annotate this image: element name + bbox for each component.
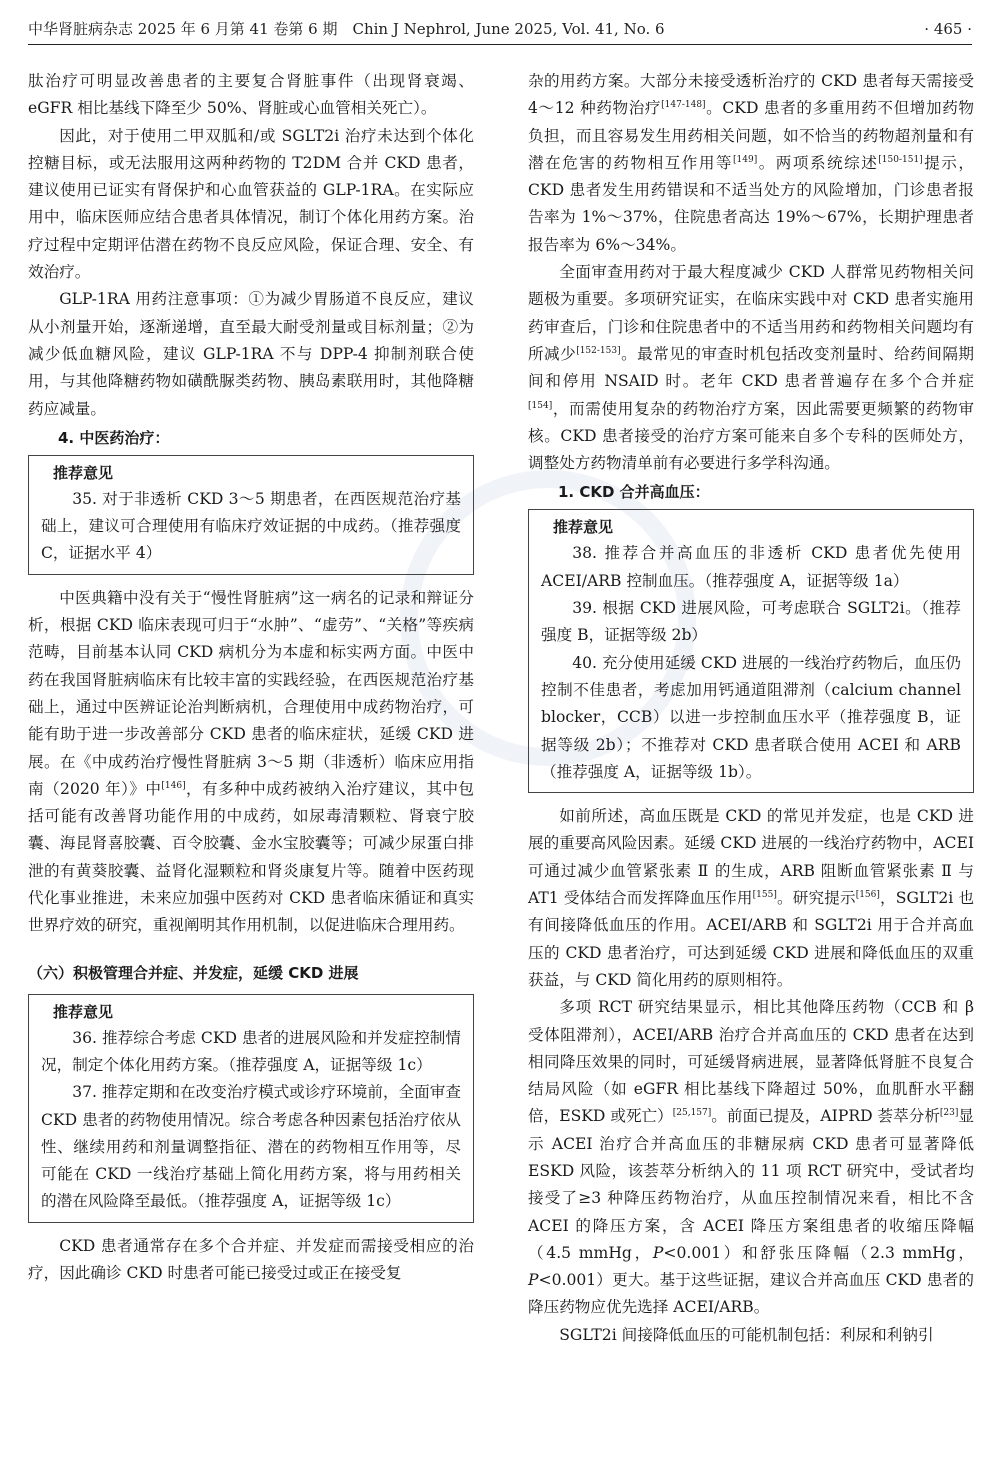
recommendation-38: 38. 推荐合并高血压的非透析 CKD 患者优先使用 ACEI/ARB 控制血压。（推荐强度 A，证据等级 1a） — [541, 544, 961, 590]
recommendation-box — [28, 994, 474, 1223]
citation: [147-148] — [661, 100, 706, 111]
paragraph: CKD 患者通常存在多个合并症、并发症而需接受相应的治疗，因此确诊 CKD 时患者可能已接受过或正在接受复 — [28, 1236, 474, 1282]
citation: [150-151] — [878, 154, 923, 165]
recommendation-39: 39. 根据 CKD 进展风险，可考虑联合 SGLT2i。（推荐强度 B，证据等级 2b） — [541, 599, 961, 645]
citation: [149] — [733, 154, 758, 165]
page-number: · 465 · — [924, 20, 972, 38]
citation: [156] — [855, 889, 880, 900]
recommendation-box-title: 推荐意见 — [53, 463, 114, 482]
paragraph: 中医典籍中没有关于“慢性肾脏病”这一病名的记录和辩证分析，根据 CKD 临床表现可归于“水肿”、“虚劳”、“关格”等疾病范畴，目前基本认同 CKD 病机分为本虚和标实两方面。中医中药在我国肾脏病临床有比较丰富的实践经验，在西医规范治疗基础上，通过中医辨证论治判断病机，合理使用中成药物治疗，可能有助于进一步改善部分 CKD 患者的临床症状，延缓 CKD 进展。在《中成药治疗慢性肾脏病 3～5 期（非透析）临床应用指南（2020 年）》中[146]，有多种中成药被纳入治疗建议，其中包括可能有改善肾功能作用的中成药，如尿毒清颗粒、肾衰宁胶囊、海昆肾喜胶囊、百令胶囊、金水宝胶囊等；可减少尿蛋白排泄的有黄葵胶囊、益肾化湿颗粒和肾炎康复片等。随着中医药现代化事业推进，未来应加强中医药对 CKD 患者临床循证和真实世界疗效的研究，重视阐明其作用机制，以促进临床合理用药。 — [28, 588, 474, 935]
recommendation-box-title: 推荐意见 — [53, 1002, 114, 1021]
left-column — [28, 68, 474, 1287]
right-column — [528, 68, 974, 1349]
recommendation-36: 36. 推荐综合考虑 CKD 患者的进展风险和并发症控制情况，制定个体化用药方案。（推荐强度 A，证据等级 1c） — [41, 1028, 461, 1074]
paragraph: 肽治疗可明显改善患者的主要复合肾脏事件（出现肾衰竭、eGFR 相比基线下降至少 50%、肾脏或心血管相关死亡）。 — [28, 72, 474, 118]
section-heading-comorbidity: （六）积极管理合并症、并发症，延缓 CKD 进展 — [28, 963, 359, 982]
running-header — [28, 14, 972, 45]
paragraph: 全面审查用药对于最大程度减少 CKD 人群常见药物相关问题极为重要。多项研究证实，在临床实践中对 CKD 患者实施用药审查后，门诊和住院患者中的不适当用药和药物相关问题均有所减少[152-153]。最常见的审查时机包括改变剂量时、给药间隔期间和停用 NSAID 时。老年 CKD 患者普遍存在多个合并症[154]，而需使用复杂的药物治疗方案，因此需要更频繁的药物审核。CKD 患者接受的治疗方案可能来自多个专科的医师处方，调整处方药物清单前有必要进行多学科沟通。 — [528, 263, 974, 473]
citation: [152-153] — [576, 345, 621, 356]
journal-citation: 中华肾脏病杂志 2025 年 6 月第 41 卷第 6 期 Chin J Nephrol, June 2025, Vol. 41, No. 6 — [28, 20, 665, 38]
citation: [146] — [161, 780, 186, 791]
paragraph: SGLT2i 间接降低血压的可能机制包括：利尿和利钠引 — [559, 1325, 934, 1344]
section-heading-hypertension: 1. CKD 合并高血压： — [558, 483, 710, 502]
section-heading-tcm: 4. 中医药治疗： — [58, 428, 170, 447]
recommendation-37: 37. 推荐定期和在改变治疗模式或诊疗环境前，全面审查 CKD 患者的药物使用情况。综合考虑各种因素包括治疗依从性、继续用药和剂量调整指征、潜在的药物相互作用等，尽可能在 CKD 一线治疗基础上简化用药方案，将与用药相关的潜在风险降至最低。（推荐强度 A，证据等级 1c） — [41, 1083, 461, 1211]
recommendation-box-title: 推荐意见 — [553, 518, 614, 537]
paragraph: GLP-1RA 用药注意事项：①为减少胃肠道不良反应，建议从小剂量开始，逐渐递增，直至最大耐受剂量或目标剂量；②为减少低血糖风险，建议 GLP-1RA 不与 DPP-4 抑制剂联合使用，与其他降糖药物如磺酰脲类药物、胰岛素联用时，其他降糖药应减量。 — [28, 290, 474, 418]
citation: [155] — [752, 889, 777, 900]
paragraph: 如前所述，高血压既是 CKD 的常见并发症，也是 CKD 进展的重要高风险因素。延缓 CKD 进展的一线治疗药物中，ACEI 可通过减少血管紧张素 Ⅱ 的生成，ARB 阻断血管紧张素 Ⅱ 与 AT1 受体结合而发挥降血压作用[155]。研究提示[156]，SGLT2i 也有间接降低血压的作用。ACEI/ARB 和 SGLT2i 用于合并高血压的 CKD 患者治疗，可达到延缓 CKD 进展和降低血压的双重获益，与 CKD 简化用药的原则相符。 — [528, 807, 974, 989]
paragraph: 多项 RCT 研究结果显示，相比其他降压药物（CCB 和 β 受体阻滞剂），ACEI/ARB 治疗合并高血压的 CKD 患者在达到相同降压效果的同时，可延缓肾病进展，显著降低肾脏不良复合结局风险（如 eGFR 相比基线下降超过 50%，血肌酐水平翻倍，ESKD 或死亡）[25,157]。前面已提及，AIPRD 荟萃分析[23]显示 ACEI 治疗合并高血压的非糖尿病 CKD 患者可显著降低 ESKD 风险，该荟萃分析纳入的 11 项 RCT 研究中，受试者均接受了≥3 种降压药物治疗，从血压控制情况来看，相比不含 ACEI 的降压方案，含 ACEI 降压方案组患者的收缩压降幅（4.5 mmHg，P<0.001）和舒张压降幅（2.3 mmHg，P<0.001）更大。基于这些证据，建议合并高血压 CKD 患者的降压药物应优先选择 ACEI/ARB。 — [528, 998, 975, 1317]
recommendation-40: 40. 充分使用延缓 CKD 进展的一线治疗药物后，血压仍控制不佳患者，考虑加用钙通道阻滞剂（calcium channel blocker，CCB）以进一步控制血压水平（推荐强度 B，证据等级 2b）；不推荐对 CKD 患者联合使用 ACEI 和 ARB（推荐强度 A，证据等级 1b）。 — [541, 653, 961, 781]
paragraph: 因此，对于使用二甲双胍和/或 SGLT2i 治疗未达到个体化控糖目标，或无法服用这两种药物的 T2DM 合并 CKD 患者，建议使用已证实有肾保护和心血管获益的 GLP-1RA。在实际应用中，临床医师应结合患者具体情况，制订个体化用药方案。治疗过程中定期评估潜在药物不良反应风险，保证合理、安全、有效治疗。 — [28, 126, 474, 282]
paragraph: 杂的用药方案。大部分未接受透析治疗的 CKD 患者每天需接受 4～12 种药物治疗[147-148]。CKD 患者的多重用药不但增加药物负担，而且容易发生用药相关问题，如不恰当的药物超剂量和有潜在危害的药物相互作用等[149]。两项系统综述[150-151]提示，CKD 患者发生用药错误和不适当处方的风险增加，门诊患者报告率为 1%～37%，住院患者高达 19%～67%，长期护理患者报告率为 6%～34%。 — [528, 72, 974, 254]
citation: [154] — [528, 400, 553, 411]
recommendation-box — [28, 455, 474, 575]
citation: [23] — [939, 1108, 959, 1119]
recommendation-box — [528, 509, 974, 793]
recommendation-35: 35. 对于非透析 CKD 3～5 期患者，在西医规范治疗基础上，建议可合理使用有临床疗效证据的中成药。（推荐强度 C，证据水平 4） — [41, 489, 461, 563]
citation: [25,157] — [672, 1108, 712, 1119]
